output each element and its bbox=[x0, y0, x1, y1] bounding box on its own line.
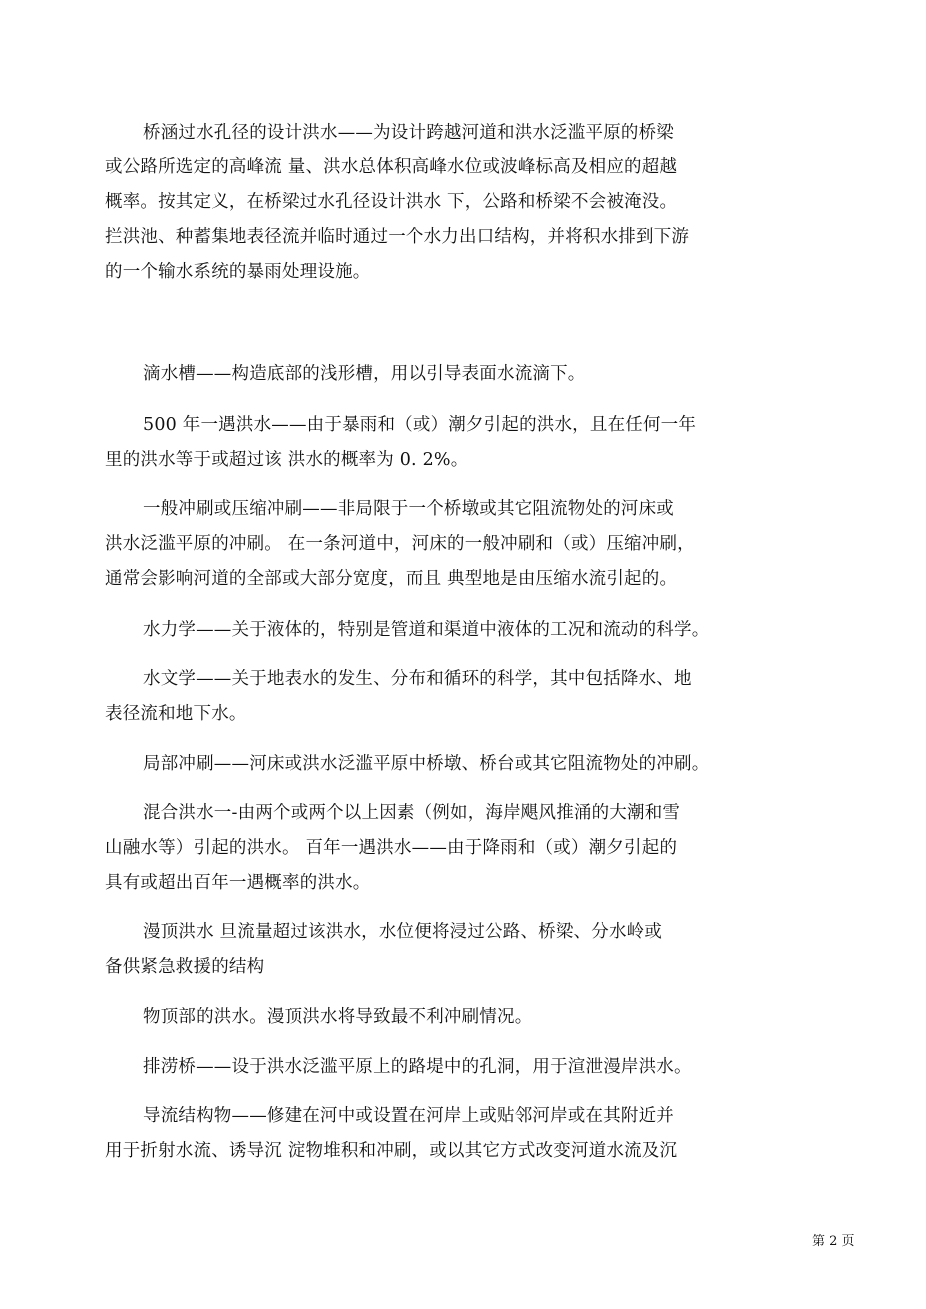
paragraph-line: 水文学——关于地表水的发生、分布和循环的科学，其中包括降水、地 bbox=[143, 669, 692, 689]
paragraph-line: 山融水等）引起的洪水。 百年一遇洪水——由于降雨和（或）潮夕引起的 bbox=[105, 838, 678, 858]
paragraph-line: 具有或超出百年一遇概率的洪水。 bbox=[105, 873, 371, 893]
paragraph-line: 表径流和地下水。 bbox=[105, 704, 247, 724]
paragraph-line: 水力学——关于液体的，特别是管道和渠道中液体的工况和流动的科学。 bbox=[143, 620, 710, 640]
paragraph-line: 备供紧急救援的结构 bbox=[105, 957, 265, 977]
paragraph-line: 或公路所选定的高峰流 量、洪水总体积高峰水位或波峰标高及相应的超越 bbox=[105, 157, 678, 177]
paragraph-line: 拦洪池、种蓄集地表径流并临时通过一个水力出口结构，并将积水排到下游 bbox=[105, 227, 690, 247]
paragraph-line: 导流结构物——修建在河中或设置在河岸上或贴邻河岸或在其附近并 bbox=[143, 1106, 674, 1126]
paragraph-line: 一般冲刷或压缩冲刷——非局限于一个桥墩或其它阻流物处的河床或 bbox=[143, 499, 674, 519]
paragraph-line: 洪水泛滥平原的冲刷。 在一条河道中，河床的一般冲刷和（或）压缩冲刷， bbox=[105, 534, 695, 554]
paragraph-line: 通常会影响河道的全部或大部分宽度，而且 典型地是由压缩水流引起的。 bbox=[105, 569, 678, 589]
paragraph-line: 漫顶洪水 旦流量超过该洪水，水位便将浸过公路、桥梁、分水岭或 bbox=[143, 922, 663, 942]
page-number: 第 2 页 bbox=[812, 1234, 855, 1249]
paragraph-line: 桥涵过水孔径的设计洪水——为设计跨越河道和洪水泛滥平原的桥梁 bbox=[143, 123, 674, 143]
paragraph-line: 混合洪水一-由两个或两个以上因素（例如，海岸飓风推涌的大潮和雪 bbox=[143, 803, 681, 823]
paragraph-line: 物顶部的洪水。漫顶洪水将导致最不利冲刷情况。 bbox=[143, 1007, 533, 1027]
paragraph-line: 排涝桥——设于洪水泛滥平原上的路堤中的孔洞，用于渲泄漫岸洪水。 bbox=[143, 1057, 692, 1077]
paragraph-line: 里的洪水等于或超过该 洪水的概率为 0. 2%。 bbox=[105, 450, 469, 470]
paragraph-line: 滴水槽——构造底部的浅形槽，用以引导表面水流滴下。 bbox=[143, 364, 586, 384]
paragraph-line: 局部冲刷——河床或洪水泛滥平原中桥墩、桥台或其它阻流物处的冲刷。 bbox=[143, 754, 710, 774]
paragraph-line: 的一个输水系统的暴雨处理设施。 bbox=[105, 262, 371, 282]
paragraph-line: 500 年一遇洪水——由于暴雨和（或）潮夕引起的洪水，且在任何一年 bbox=[143, 415, 697, 435]
paragraph-line: 概率。按其定义，在桥梁过水孔径设计洪水 下，公路和桥梁不会被淹没。 bbox=[105, 192, 678, 212]
paragraph-line: 用于折射水流、诱导沉 淀物堆积和冲刷，或以其它方式改变河道水流及沉 bbox=[105, 1141, 678, 1161]
